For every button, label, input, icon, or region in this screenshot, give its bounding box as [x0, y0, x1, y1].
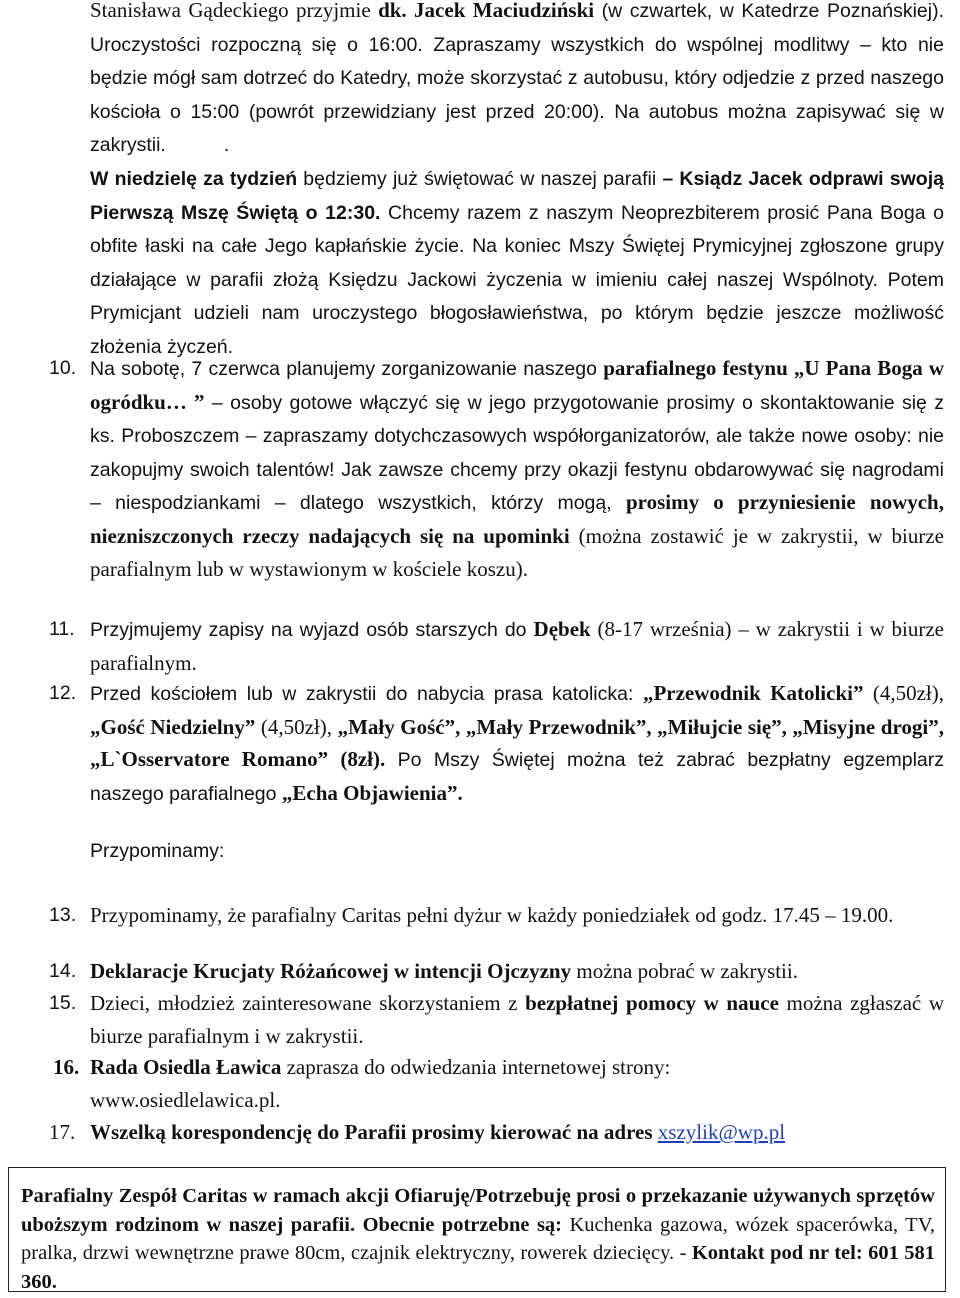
intro-details: (w czwartek, w Katedrze Poznańskiej). Uroczystości rozpoczną się o 16:00. Zapraszamy wszystkich do wspólnej modlitwy – kto nie będzie mógł sam dotrzeć do Katedry, może skorzystać z autobusu, który odjedzie z przed naszego kościoła o 15:00 (powrót przewidziany jest przed 20:00). Na autobus można zapisywać się w zakrystii. [90, 0, 944, 157]
contact-phone: Kontakt pod nr tel: 601 581 360. [21, 1242, 935, 1293]
intro-dot: . [223, 134, 230, 157]
parish-bulletin-title: „Echa Objawienia”. [281, 780, 463, 805]
intro-deacon-name: dk. Jacek Maciudziński [378, 0, 595, 22]
item-number: 11. [49, 618, 75, 640]
item-10-end: (można zostawić je w zakrystii, w biurze parafialnym lub w wystawionym w kościele koszu). [90, 523, 944, 581]
correspondence-note: Wszelką korespondencję do Parafii prosimy kierować na adres [90, 1120, 658, 1144]
district-council: Rada Osiedla Ławica [90, 1055, 282, 1079]
intro-text: Stanisława Gądeckiego przyjmie [90, 0, 379, 22]
first-mass-details: Chcemy razem z naszym Neoprezbiterem prosić Pana Boga o obfite łaski na całe Jego kapłańskie życie. Na koniec Mszy Świętej Prymicyjnej zgłoszone grupy działające w parafii złożą Księdzu Jackowi życzenia w imieniu całej naszej Wspólnoty. Potem Prymicjant udzieli nam uroczystego błogosławieństwa, po którym będzie jeszcze możliwość złożenia życzeń. [90, 201, 944, 358]
item-12-intro: Przed kościołem lub w zakrystii do nabycia prasa katolicka: [90, 683, 643, 705]
item-number: 10. [49, 357, 77, 379]
item-10-details: – osoby gotowe włączyć się w jego przygotowanie prosimy o skontaktowanie się z ks. Proboszczem – zapraszamy dotychczasowych współorganizatorów, ale także nowe osoby: nie zakopujmy swoich talentów! Jak zawsze chcemy przy okazji festynu obdarowywać się nagrodami – niespodziankami – dlatego wszystkich, którzy mogą, [90, 391, 944, 515]
item-number: 12. [49, 682, 77, 704]
press-title: „Gość Niedzielny” [90, 714, 256, 739]
item-text [90, 1116, 944, 1149]
free-tutoring: bezpłatnej pomocy w nauce [525, 991, 779, 1015]
gifts-request: prosimy o przyniesienie nowych, niezniszczonych rzeczy nadających się na upominki [90, 490, 944, 548]
festival-name: parafialnego festynu „U Pana Boga w ogródku… ” [90, 356, 944, 414]
trip-destination: Dębek [533, 617, 591, 641]
reminders-heading: Przypominamy: [90, 840, 225, 862]
item-14-details: można pobrać w zakrystii. [571, 959, 798, 983]
item-number: 13. [49, 904, 77, 926]
item-text [90, 677, 944, 810]
item-text [90, 352, 944, 585]
item-15-intro: Dzieci, młodzież zainteresowane skorzystaniem z [90, 991, 526, 1015]
email-link[interactable]: xszylik@wp.pl [657, 1120, 786, 1144]
item-text [90, 1051, 790, 1116]
press-titles: „Mały Gość”, „Mały Przewodnik”, „Miłujcie się”, „Misyjne drogi”, „L`Osservatore Romano” (8zł). [90, 714, 944, 772]
first-mass-highlight: – Ksiądz Jacek odprawi swoją Pierwszą Mszę Świętą o 12:30. [90, 167, 944, 224]
item-number: 17. [49, 1120, 76, 1144]
item-11-details: (8-17 września) – w zakrystii i w biurze parafialnym. [90, 617, 944, 675]
needed-items: Kuchenka gazowa, wózek spacerówka, TV, pralka, drzwi wewnętrzne prawe 80cm, czajnik elektryczny, rowerek dziecięcy. - [21, 1213, 935, 1264]
caritas-request: Parafialny Zespół Caritas w ramach akcji Ofiaruję/Potrzebuję prosi o przekazanie używanych sprzętów uboższym rodzinom w naszej parafii. Obecnie potrzebne są: [21, 1185, 935, 1236]
press-price: (4,50zł), [255, 714, 338, 739]
item-number: 15. [49, 992, 77, 1014]
item-text: Przypominamy, że parafialny Caritas pełni dyżur w każdy poniedziałek od godz. 17.45 – 19.00. [90, 903, 894, 927]
continued-announcement [90, 0, 944, 364]
item-16-details: zaprasza do odwiedzania internetowej strony: www.osiedlelawica.pl. [90, 1055, 671, 1112]
first-mass-text: będziemy już świętować w naszej parafii [297, 167, 663, 190]
rosary-declaration: Deklaracje Krucjaty Różańcowej w intencji Ojczyzny [90, 959, 572, 983]
first-mass-when: W niedzielę za tydzień [90, 167, 298, 190]
item-number: 16. [53, 1055, 80, 1079]
item-12-details: Po Mszy Świętej można też zabrać bezpłatny egzemplarz naszego parafialnego [90, 749, 944, 805]
item-text [90, 987, 944, 1052]
item-15-details: można zgłaszać w biurze parafialnym i w zakrystii. [90, 991, 944, 1048]
item-text [90, 955, 944, 988]
caritas-notice-box [8, 1167, 946, 1292]
press-title: „Przewodnik Katolicki” [642, 681, 864, 705]
item-11-intro: Przyjmujemy zapisy na wyjazd osób starszych do [90, 619, 534, 641]
item-number: 14. [49, 960, 77, 982]
item-10-intro: Na sobotę, 7 czerwca planujemy zorganizowanie naszego [90, 358, 604, 380]
press-price: (4,50zł), [863, 681, 944, 705]
item-text [90, 613, 944, 679]
caritas-notice-text [21, 1182, 935, 1296]
